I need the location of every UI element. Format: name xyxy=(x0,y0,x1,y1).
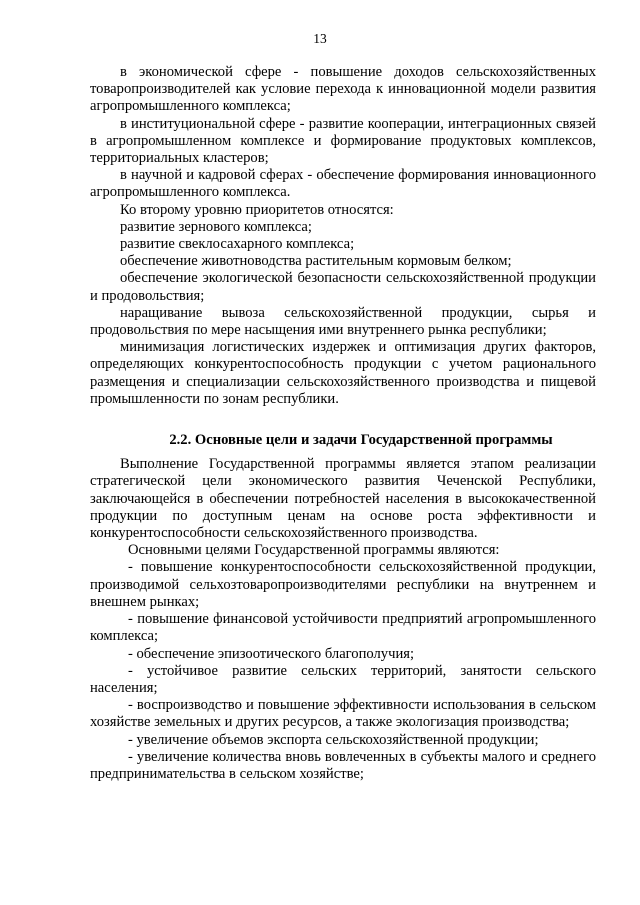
paragraph: развитие свеклосахарного комплекса; xyxy=(120,236,355,253)
list-item: - повышение конкурентоспособности сельскохозяйственной продукции, производимой сельхозтоваропроизводителями республики на внутреннем и внешнем рынках; xyxy=(90,559,596,610)
paragraph: минимизация логистических издержек и оптимизация других факторов, определяющих конкурентоспособность продукции с учетом рационального размещения и специализации сельскохозяйственного производства и пищевой промышленности по зонам республики. xyxy=(90,339,596,407)
paragraph: в институциональной сфере - развитие кооперации, интеграционных связей в агропромышленном комплексе и формирование продуктовых комплексов, территориальных кластеров; xyxy=(90,115,596,167)
list-item: - увеличение объемов экспорта сельскохозяйственной продукции; xyxy=(128,731,539,748)
paragraph: в экономической сфере - повышение доходов сельскохозяйственных товаропроизводителей как условие перехода к инновационной модели развития агропромышленного комплекса; xyxy=(90,64,596,115)
paragraph: обеспечение экологической безопасности сельскохозяйственной продукции и продовольствия; xyxy=(90,270,596,304)
list-item: - увеличение количества вновь вовлеченных в субъекты малого и среднего предпринимательства в сельском хозяйстве; xyxy=(90,748,596,782)
page-content xyxy=(90,64,596,783)
list-item: - обеспечение эпизоотического благополучия; xyxy=(128,645,415,662)
paragraph: обеспечение животноводства растительным кормовым белком; xyxy=(120,253,512,270)
list-item: - повышение финансовой устойчивости предприятий агропромышленного комплекса; xyxy=(90,611,596,645)
paragraph: Основными целями Государственной программы являются: xyxy=(128,542,500,559)
section-heading: 2.2. Основные цели и задачи Государственной программы xyxy=(169,432,553,449)
list-item: - воспроизводство и повышение эффективности использования в сельском хозяйстве земельных и других ресурсов, а также экологизация производства; xyxy=(90,697,596,731)
page-number: 13 xyxy=(313,31,327,46)
list-item: - устойчивое развитие сельских территорий, занятости сельского населения; xyxy=(90,662,596,696)
paragraph: развитие зернового комплекса; xyxy=(120,218,312,235)
paragraph: в научной и кадровой сферах - обеспечение формирования инновационного агропромышленного комплекса. xyxy=(90,167,596,201)
paragraph: Выполнение Государственной программы является этапом реализации стратегической цели экономического развития Чеченской Республики, заключающейся в обеспечении потребностей населения в высококачественной продукции по доступным ценам на основе роста эффективности и конкурентоспособности сельскохозяйственного производства. xyxy=(90,456,596,542)
paragraph: наращивание вывоза сельскохозяйственной продукции, сырья и продовольствия по мере насыщения ими внутреннего рынка республики; xyxy=(90,304,596,339)
paragraph: Ко второму уровню приоритетов относятся: xyxy=(120,201,394,218)
